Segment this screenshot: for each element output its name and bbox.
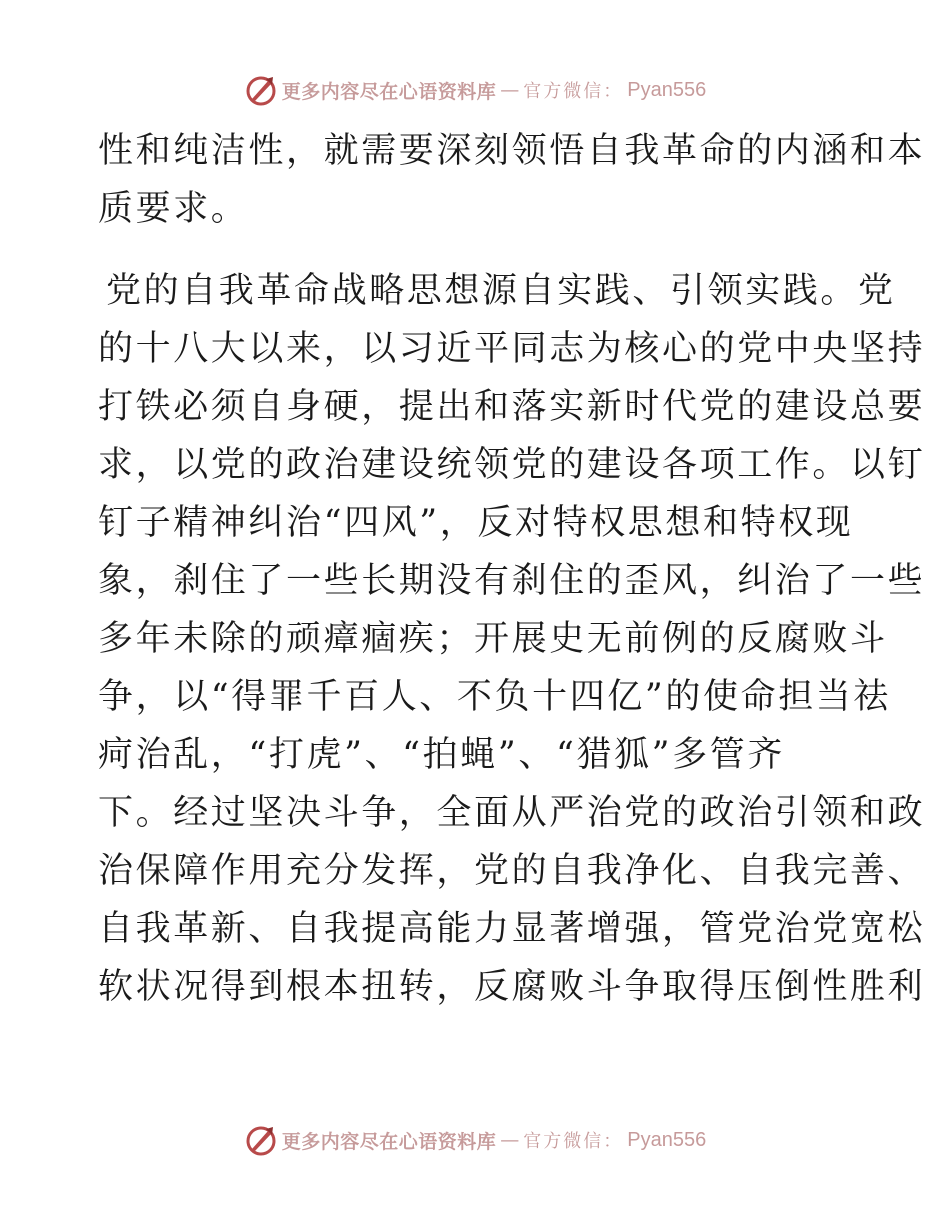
watermark-main-text: 更多内容尽在心语资料库 <box>281 1130 497 1153</box>
paragraph-2 <box>98 262 926 1016</box>
footer-watermark <box>0 1120 950 1160</box>
paragraph-1 <box>98 122 926 238</box>
feather-pen-logo-icon <box>244 73 278 107</box>
watermark-label: 官方微信： <box>523 81 624 102</box>
text-line: 钉子精神纠治“四风”，反对特权思想和特权现 <box>98 503 854 543</box>
watermark-id: Pyan556 <box>627 78 707 101</box>
text-line: 疴治乱，“打虎”、“拍蝇”、“猎狐”多管齐 <box>98 735 785 775</box>
watermark-dash: — <box>500 79 520 101</box>
watermark-main-text: 更多内容尽在心语资料库 <box>281 80 497 103</box>
text-line: 党的自我革命战略思想源自实践、引领实践。党 <box>106 271 896 311</box>
watermark-label: 官方微信： <box>523 1131 624 1152</box>
feather-pen-logo-icon <box>244 1123 278 1157</box>
text-line: 的十八大以来，以习近平同志为核心的党中央坚持 <box>98 329 926 369</box>
text-line: 性和纯洁性，就需要深刻领悟自我革命的内涵和本 <box>98 131 926 171</box>
header-watermark <box>0 70 950 110</box>
text-line: 治保障作用充分发挥，党的自我净化、自我完善、 <box>98 851 926 891</box>
watermark-dash: — <box>500 1129 520 1151</box>
text-line: 争，以“得罪千百人、不负十四亿”的使命担当祛 <box>98 677 891 717</box>
text-line: 自我革新、自我提高能力显著增强，管党治党宽松 <box>98 909 926 949</box>
text-line: 打铁必须自身硬，提出和落实新时代党的建设总要 <box>98 387 926 427</box>
text-line: 下。经过坚决斗争，全面从严治党的政治引领和政 <box>98 793 926 833</box>
text-line: 象，刹住了一些长期没有刹住的歪风，纠治了一些 <box>98 561 926 601</box>
watermark-id: Pyan556 <box>627 1128 707 1151</box>
document-body <box>98 122 926 1016</box>
text-line: 求，以党的政治建设统领党的建设各项工作。以钉 <box>98 445 926 485</box>
text-line: 质要求。 <box>98 189 249 229</box>
text-line: 软状况得到根本扭转，反腐败斗争取得压倒性胜利 <box>98 967 926 1007</box>
text-line: 多年未除的顽瘴痼疾；开展史无前例的反腐败斗 <box>98 619 888 659</box>
